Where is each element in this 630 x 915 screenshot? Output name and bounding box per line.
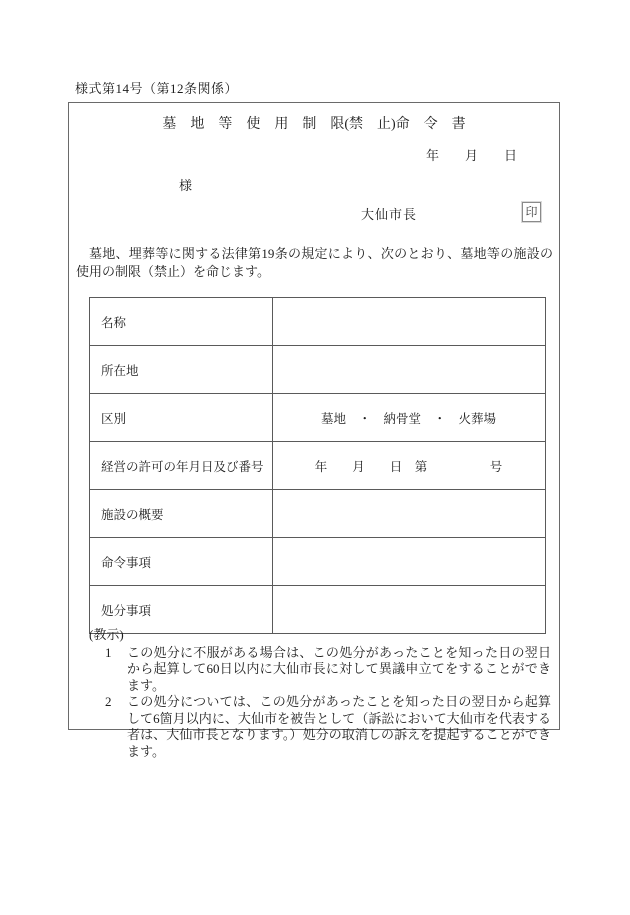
notice-item-number: 2 (105, 694, 112, 709)
table-row-name (90, 298, 546, 346)
row-label: 施設の概要 (90, 490, 273, 538)
notice-section (89, 627, 551, 760)
document-title: 墓 地 等 使 用 制 限(禁 止)命 令 書 (162, 117, 466, 132)
addressee-honorific: 様 (179, 178, 193, 193)
row-value: 年 月 日 第 号 (273, 442, 546, 490)
seal-placeholder: 印 (522, 202, 541, 222)
issuer-row (69, 202, 559, 224)
notice-item-2 (105, 694, 551, 760)
row-label: 名称 (90, 298, 273, 346)
date-line: 年 月 日 (425, 148, 517, 163)
table-row-order-matters (90, 538, 546, 586)
table-row-facility-summary (90, 490, 546, 538)
notice-item-text: この処分については、この処分があったことを知った日の翌日から起算して6箇月以内に、大仙市を被告として（訴訟において大仙市を代表する者は、大仙市長となります。）処分の取消しの訴えを提起することができます。 (127, 694, 551, 759)
row-label: 命令事項 (90, 538, 273, 586)
form-border-box (68, 102, 560, 759)
notice-item-1 (105, 645, 551, 695)
notice-item-text: この処分に不服がある場合は、この処分があったことを知った日の翌日から起算して60日以内に大仙市長に対して異議申立てをすることができます。 (127, 644, 551, 693)
table-row-permit-date-number (90, 442, 546, 490)
row-value (273, 346, 546, 394)
row-label: 所在地 (90, 346, 273, 394)
row-value: 墓地 ・ 納骨堂 ・ 火葬場 (273, 394, 546, 442)
notice-heading: (教示) (89, 627, 124, 642)
row-value (273, 538, 546, 586)
row-label: 区別 (90, 394, 273, 442)
table-row-category (90, 394, 546, 442)
body-paragraph: 墓地、埋葬等に関する法律第19条の規定により、次のとおり、墓地等の施設の使用の制限（禁止）を命じます。 (76, 246, 553, 279)
table-row-location (90, 346, 546, 394)
issuer-name: 大仙市長 (361, 207, 418, 222)
row-value (273, 490, 546, 538)
row-label: 処分事項 (90, 586, 273, 634)
row-label: 経営の許可の年月日及び番号 (90, 442, 273, 490)
row-value (273, 298, 546, 346)
form-number: 様式第14号（第12条関係） (75, 81, 239, 96)
form-table (89, 297, 546, 634)
notice-item-number: 1 (105, 644, 112, 660)
